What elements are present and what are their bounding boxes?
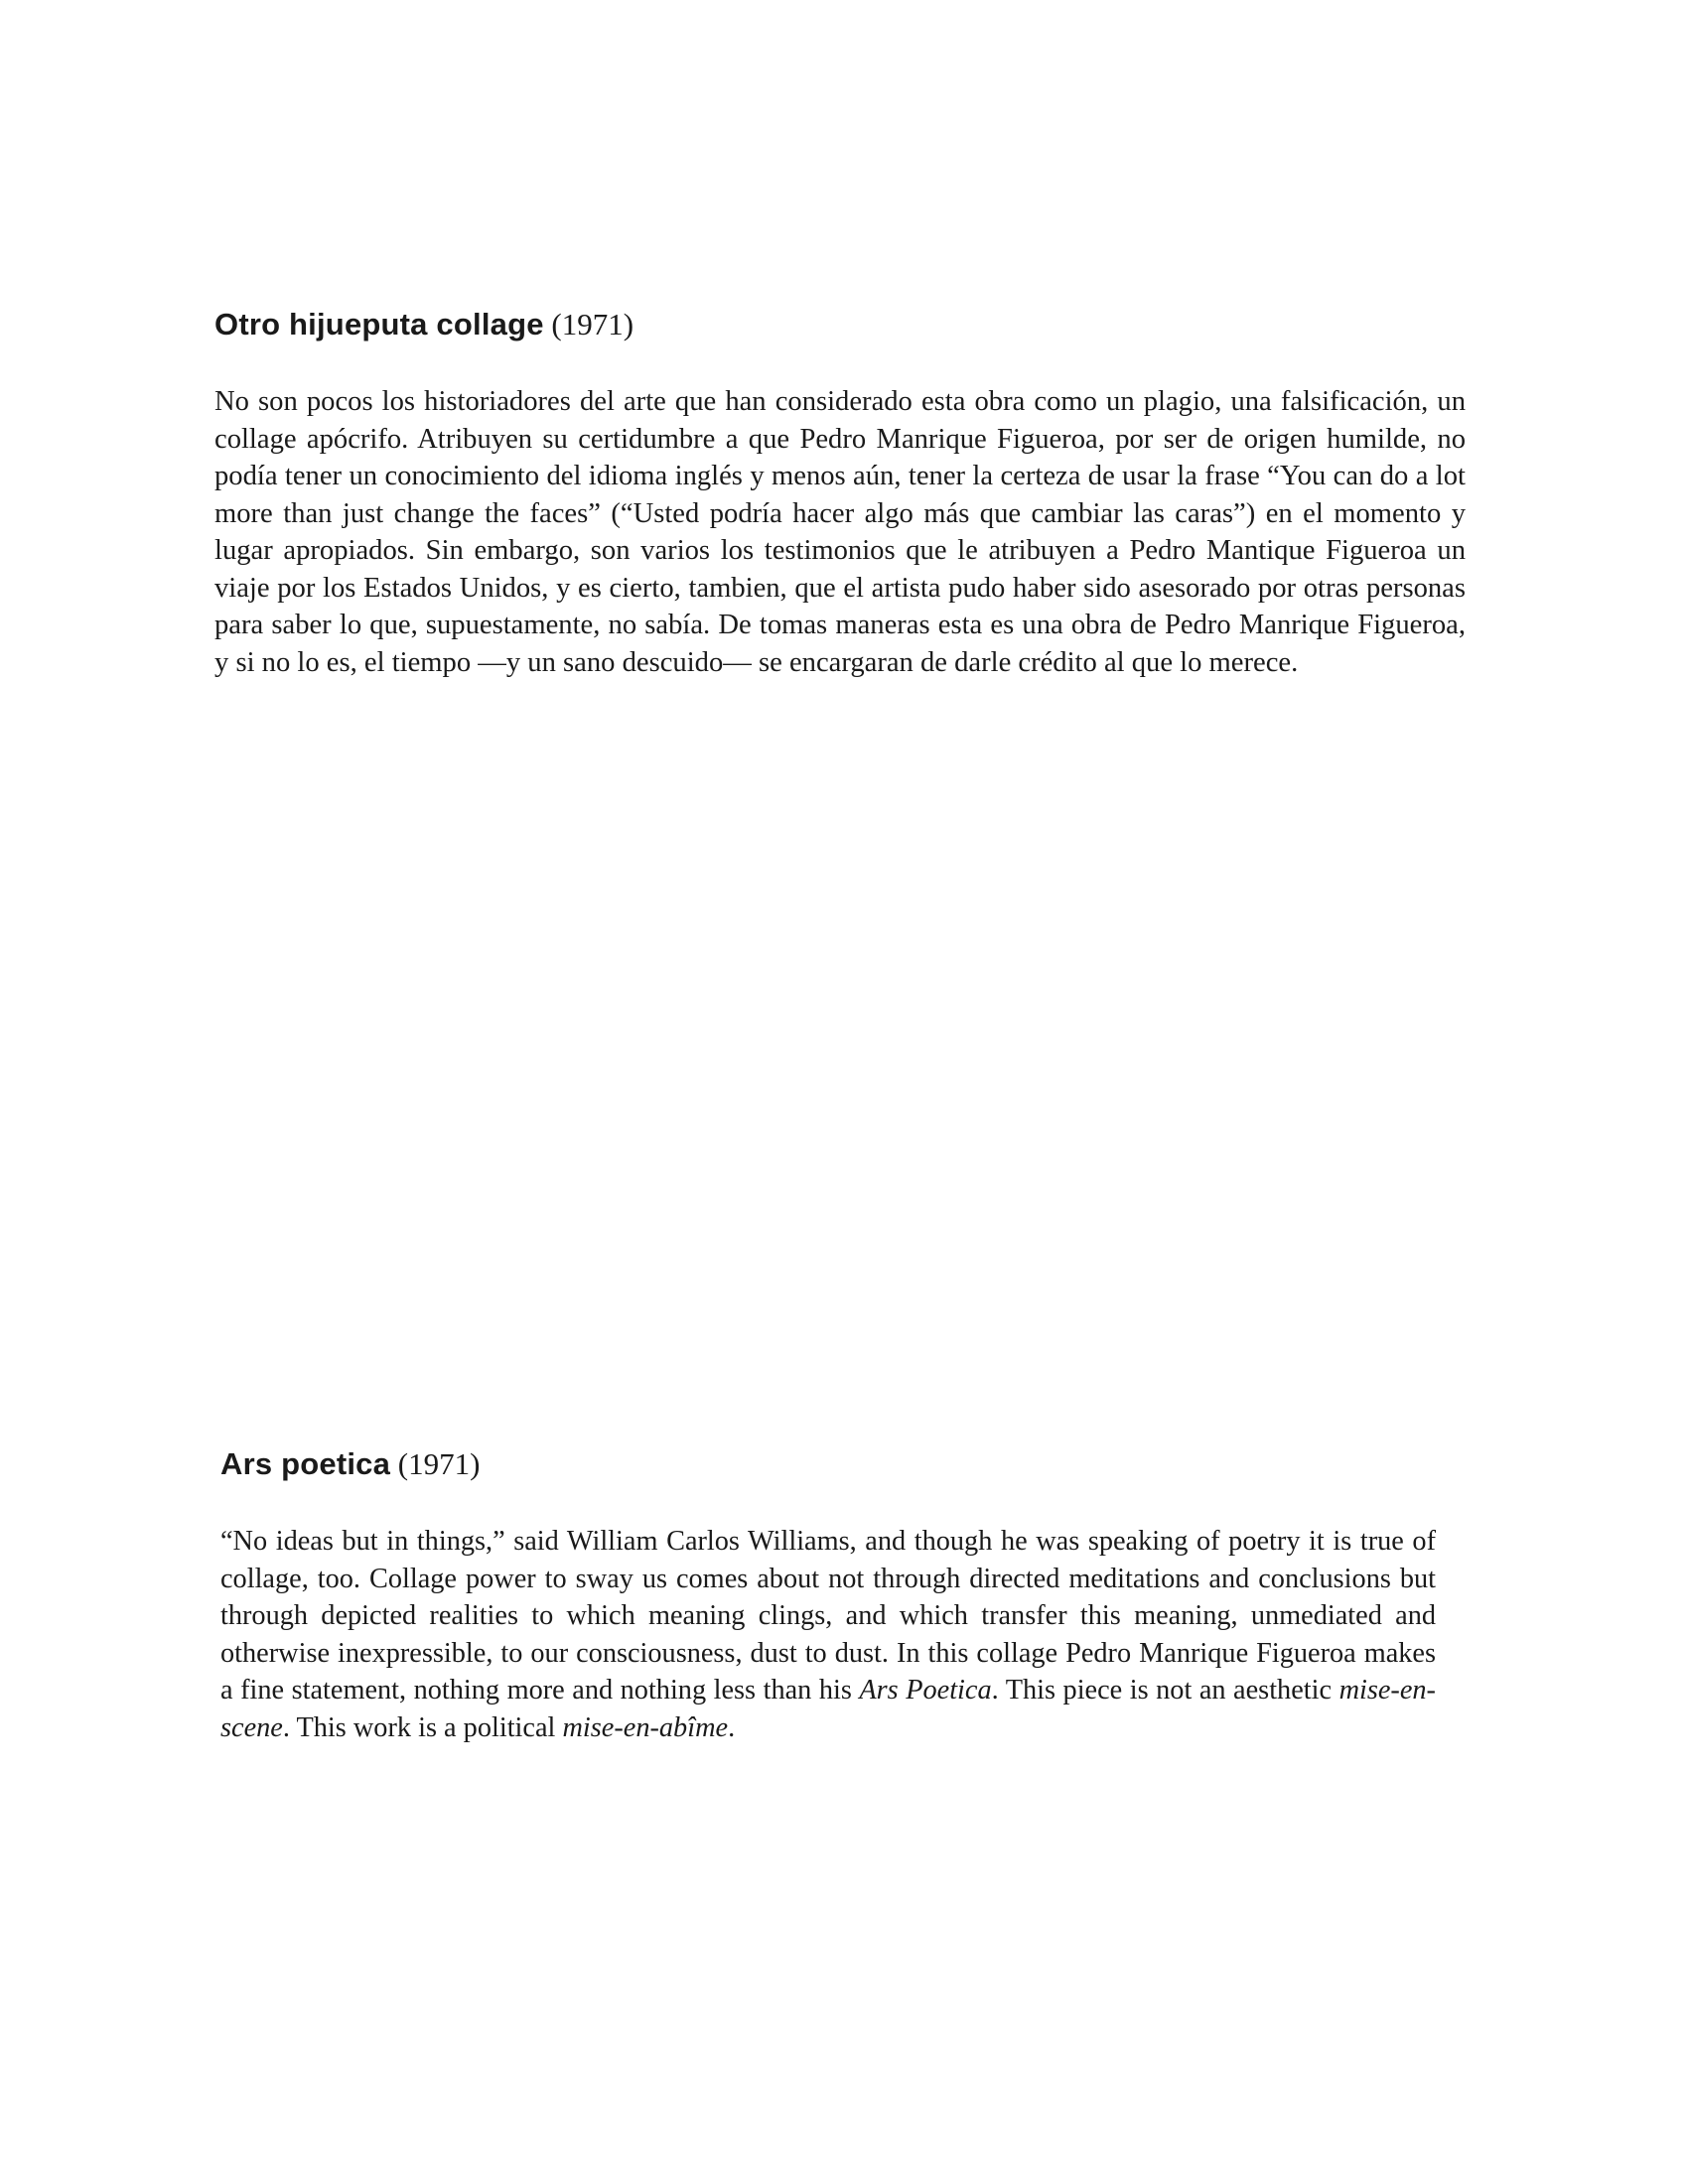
- italic-term: mise-en-abîme: [562, 1711, 729, 1743]
- artwork-year: (1971): [551, 307, 634, 341]
- section-ars-poetica: [220, 1443, 1436, 1746]
- italic-term: Ars Poetica: [859, 1675, 992, 1706]
- body-text-run: .: [728, 1711, 736, 1743]
- section-heading: [220, 1443, 1436, 1485]
- body-text-run: “No ideas but in things,” said William Carlos Williams, and though he was speaking of poetry it is true of collage, too. Collage power to sway us comes about not through directed meditations and conclusions but through depicted realities to which meaning clings, and which transfer this meaning, unmediated and otherwise inexpressible, to our consciousness, dust to dust. In this collage Pedro Manrique Figueroa makes a fine statement, nothing more and nothing less than his: [220, 1526, 1436, 1706]
- section-body: [220, 1523, 1436, 1746]
- section-body: No son pocos los historiadores del arte que han considerado esta obra como un plagio, una falsificación, un collage apócrifo. Atribuyen su certidumbre a que Pedro Manrique Figueroa, por ser de origen humilde, no podía tener un conocimiento del idioma inglés y menos aún, tener la certeza de usar la frase “You can do a lot more than just change the faces” (“Usted podría hacer algo más que cambiar las caras”) en el momento y lugar apropiados. Sin embargo, son varios los testimonios que le atribuyen a Pedro Mantique Figueroa un viaje por los Estados Unidos, y es cierto, tambien, que el artista pudo haber sido asesorado por otras personas para saber lo que, supuestamente, no sabía. De tomas maneras esta es una obra de Pedro Manrique Figueroa, y si no lo es, el tiempo —y un sano descuido— se encargaran de darle crédito al que lo merece.: [214, 386, 1466, 678]
- body-text-run: . This piece is not an aesthetic: [991, 1675, 1339, 1706]
- artwork-title: Otro hijueputa collage: [214, 307, 544, 341]
- italic-term: mise-en-scene: [220, 1675, 1436, 1743]
- section-heading: [214, 304, 1466, 345]
- body-text-run: . This work is a political: [282, 1711, 563, 1743]
- artwork-title: Ars poetica: [220, 1446, 391, 1481]
- section-otro-hijueputa-collage: [214, 304, 1466, 681]
- artwork-year: (1971): [397, 1446, 481, 1481]
